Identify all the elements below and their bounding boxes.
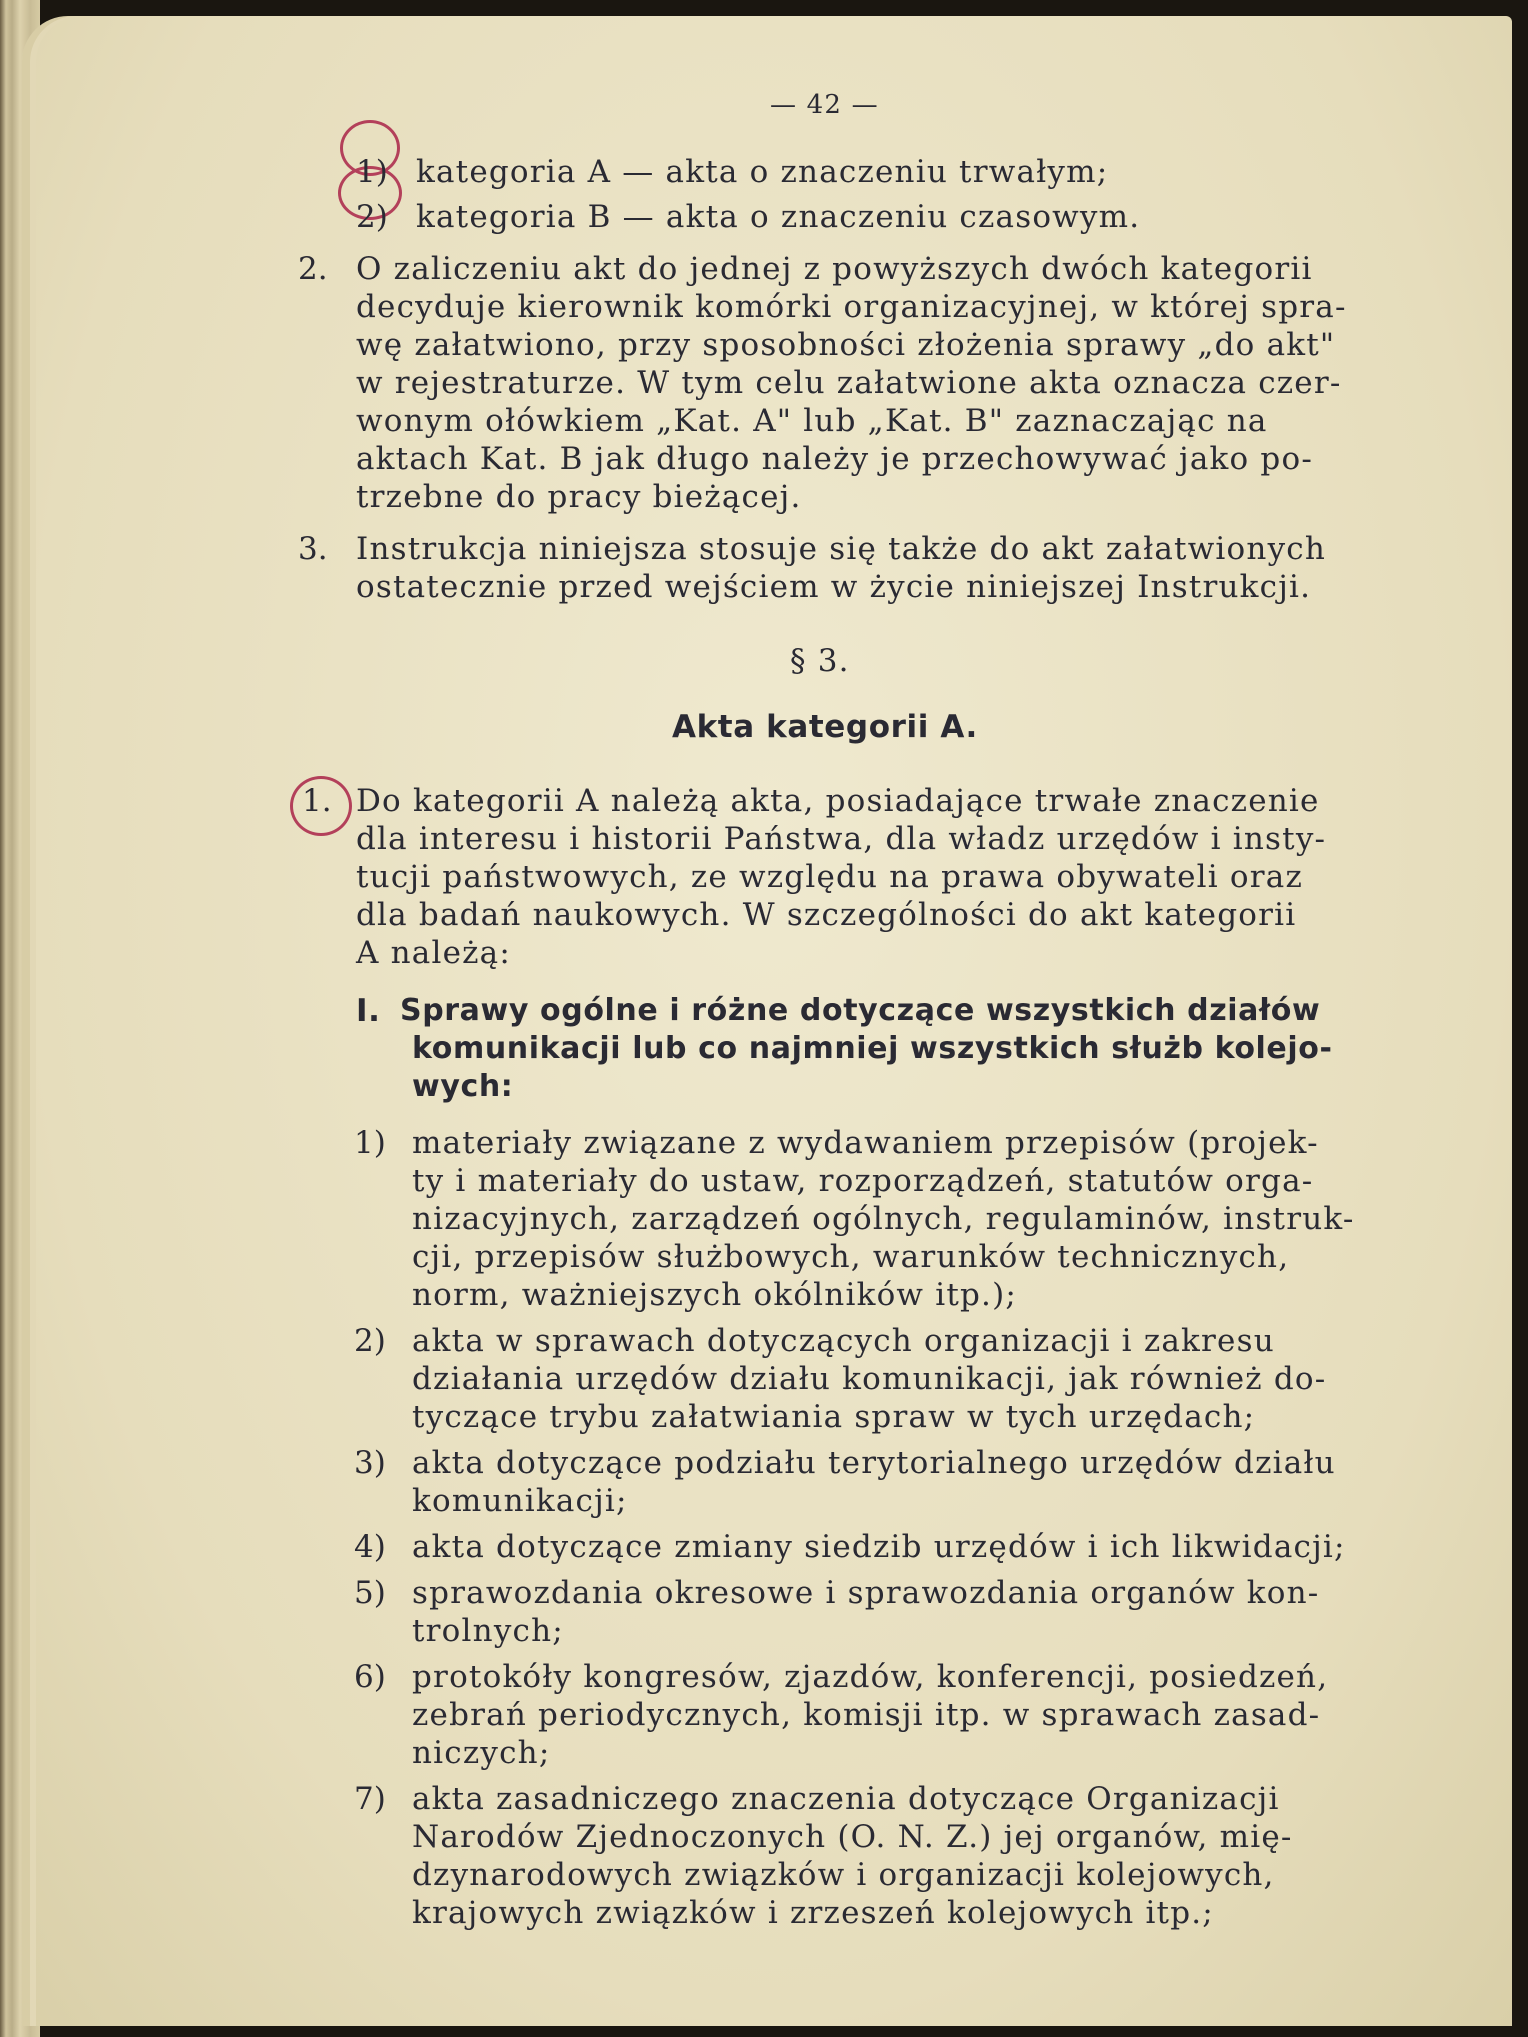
paragraph-line: Instrukcja niniejsza stosuje się także do akt załatwionych (356, 531, 1327, 567)
item-line: trolnych; (412, 1613, 564, 1649)
paragraph-line: ostatecznie przed wejściem w życie niniejszej Instrukcji. (356, 569, 1312, 605)
item-number: 7) (354, 1781, 386, 1817)
item-line: protokóły kongresów, zjazdów, konferencji, posiedzeń, (412, 1659, 1329, 1695)
heading-line: wych: (412, 1069, 514, 1104)
paragraph-line: Do kategorii A należą akta, posiadające trwałe znaczenie (356, 783, 1320, 819)
paragraph-line: dla interesu i historii Państwa, dla władz urzędów i insty- (356, 821, 1327, 857)
item-line: działania urzędów działu komunikacji, jak również do- (412, 1361, 1327, 1397)
paragraph-line: wonym ołówkiem „Kat. A" lub „Kat. B" zaznaczając na (356, 403, 1268, 439)
heading-line: Sprawy ogólne i różne dotyczące wszystkich działów (400, 993, 1321, 1028)
item-line: Narodów Zjednoczonych (O. N. Z.) jej organów, mię- (412, 1819, 1293, 1855)
paragraph-number: 1. (302, 783, 332, 819)
intro-item-text: kategoria B — akta o znaczeniu czasowym. (416, 199, 1141, 235)
item-number: 6) (354, 1659, 386, 1695)
paragraph-line: wę załatwiono, przy sposobności złożenia sprawy „do akt" (356, 327, 1336, 363)
item-line: materiały związane z wydawaniem przepisów (projek- (412, 1125, 1319, 1161)
item-line: dzynarodowych związków i organizacji kolejowych, (412, 1857, 1275, 1893)
item-line: akta dotyczące podziału terytorialnego urzędów działu (412, 1445, 1336, 1481)
item-line: ty i materiały do ustaw, rozporządzeń, statutów orga- (412, 1163, 1314, 1199)
book-page (22, 16, 1512, 2026)
item-line: sprawozdania okresowe i sprawozdania organów kon- (412, 1575, 1320, 1611)
heading-number: I. (356, 993, 381, 1029)
paragraph-line: O zaliczeniu akt do jednej z powyższych dwóch kategorii (356, 251, 1313, 287)
item-line: nizacyjnych, zarządzeń ogólnych, regulaminów, instruk- (412, 1201, 1355, 1237)
item-number: 2) (354, 1323, 386, 1359)
item-line: tyczące trybu załatwiania spraw w tych urzędach; (412, 1399, 1256, 1435)
item-line: komunikacji; (412, 1483, 628, 1519)
intro-item-number: 1) (356, 154, 388, 190)
paragraph-line: trzebne do pracy bieżącej. (356, 479, 802, 515)
paragraph-line: dla badań naukowych. W szczególności do akt kategorii (356, 897, 1297, 933)
item-line: akta dotyczące zmiany siedzib urzędów i ich likwidacji; (412, 1529, 1346, 1565)
paragraph-number: 3. (298, 531, 328, 567)
item-line: akta w sprawach dotyczących organizacji i zakresu (412, 1323, 1275, 1359)
paragraph-line: w rejestraturze. W tym celu załatwione akta oznacza czer- (356, 365, 1342, 401)
item-line: norm, ważniejszych okólników itp.); (412, 1277, 1018, 1313)
paragraph-line: tucji państwowych, ze względu na prawa obywateli oraz (356, 859, 1304, 895)
item-line: akta zasadniczego znaczenia dotyczące Organizacji (412, 1781, 1280, 1817)
paragraph-line: A należą: (356, 935, 512, 971)
item-line: zebrań periodycznych, komisji itp. w sprawach zasad- (412, 1697, 1321, 1733)
paragraph-line: decyduje kierownik komórki organizacyjnej, w której spra- (356, 289, 1347, 325)
item-line: cji, przepisów służbowych, warunków technicznych, (412, 1239, 1290, 1275)
section-title: Akta kategorii A. (672, 709, 978, 745)
item-number: 3) (354, 1445, 386, 1481)
item-number: 5) (354, 1575, 386, 1611)
item-number: 1) (354, 1125, 386, 1161)
item-number: 4) (354, 1529, 386, 1565)
page-number: — 42 — (770, 90, 879, 120)
item-line: krajowych związków i zrzeszeń kolejowych itp.; (412, 1895, 1214, 1931)
paragraph-number: 2. (298, 251, 328, 287)
intro-item-number: 2) (356, 199, 388, 235)
intro-item-text: kategoria A — akta o znaczeniu trwałym; (416, 154, 1109, 190)
heading-line: komunikacji lub co najmniej wszystkich służb kolejo- (412, 1031, 1333, 1066)
item-line: niczych; (412, 1735, 551, 1771)
paragraph-line: aktach Kat. B jak długo należy je przechowywać jako po- (356, 441, 1313, 477)
section-mark: § 3. (790, 643, 850, 679)
